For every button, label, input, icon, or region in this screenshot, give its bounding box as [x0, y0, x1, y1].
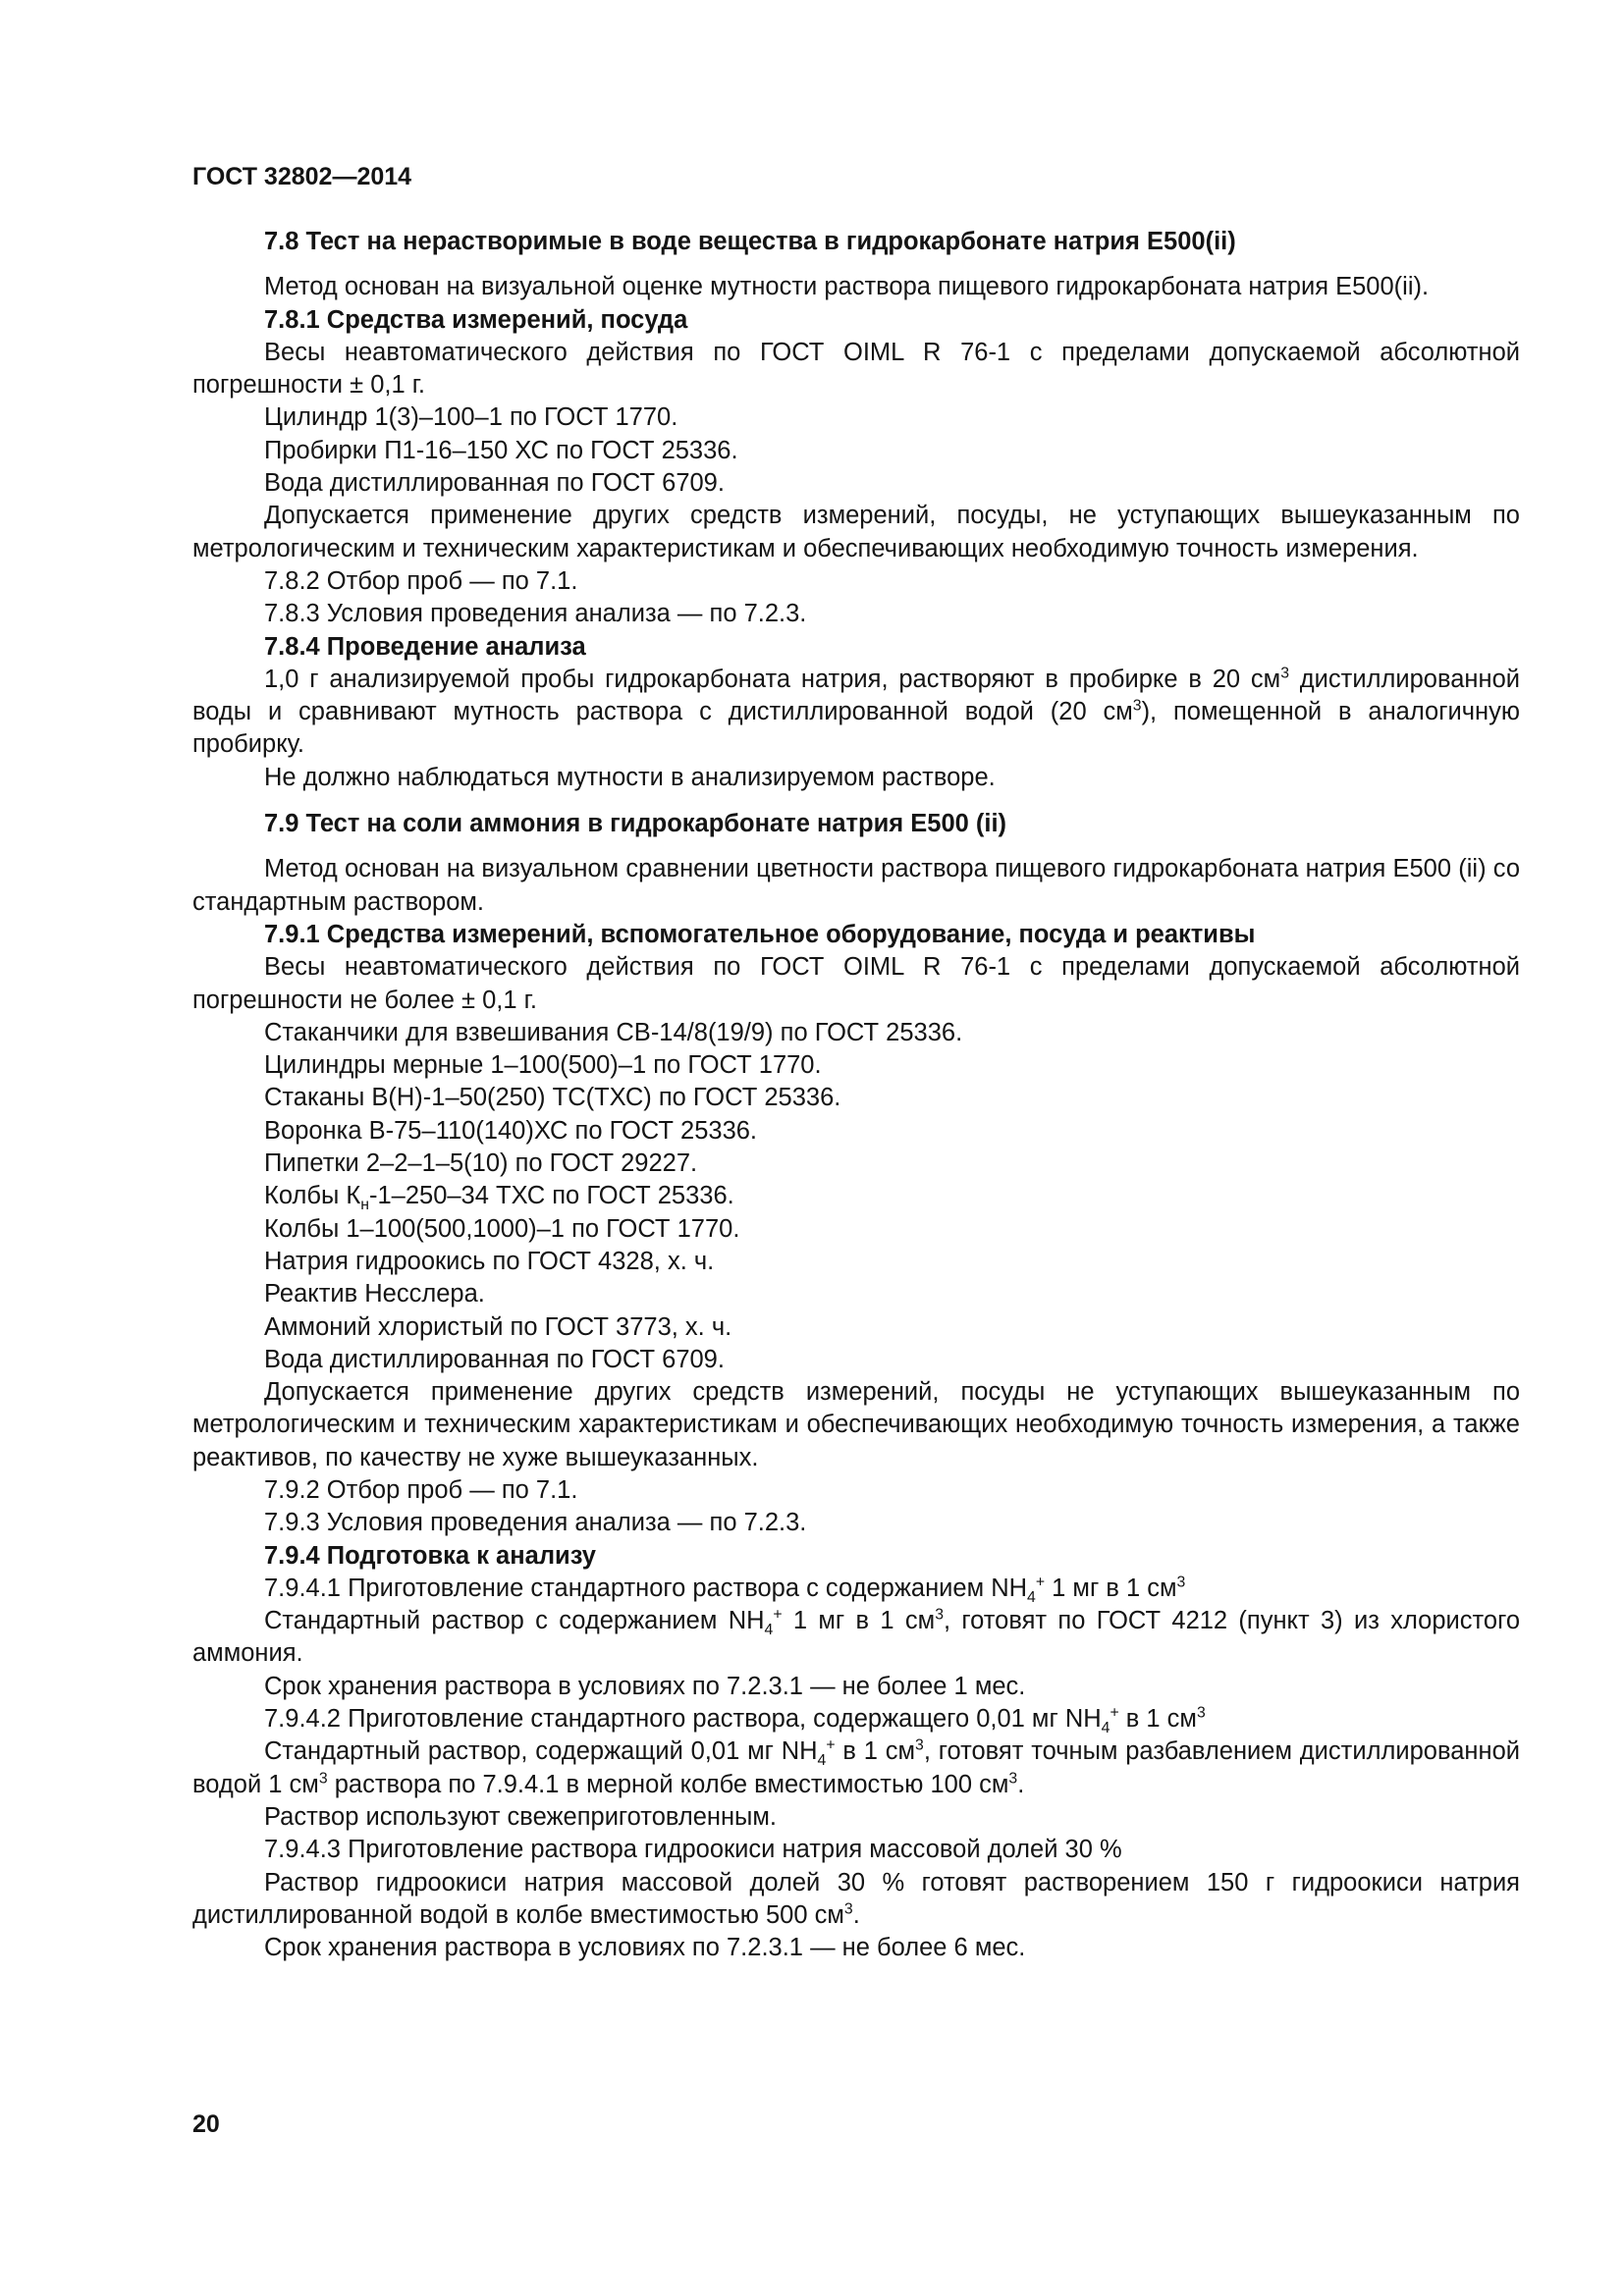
subsection-7-8-2: 7.8.2 Отбор проб — по 7.1.: [264, 566, 578, 595]
standard-solution-2: Стандартный раствор, содержащий 0,01 мг $NH_4^+$ в 1 $см^3$, готовят точным разбавлением дистиллированной водой 1 $см^3$ раствора по 7.9.4.1 в мерной колбе вместимостью 100 $см^3$.: [192, 1736, 1521, 1798]
subsection-7-8-1-heading: 7.8.1 Средства измерений, посуда: [264, 305, 688, 334]
analysis-conclusion: Не должно наблюдаться мутности в анализируемом растворе.: [264, 763, 996, 791]
fresh-solution-note: Раствор используют свежеприготовленным.: [264, 1802, 778, 1831]
analysis-procedure: 1,0 г анализируемой пробы гидрокарбоната натрия, растворяют в пробирке в 20 $см^3$ дистиллированной воды и сравнивают мутность раствора с дистиллированной водой (20 $см^3$), помещенной в аналогичную пробирку.: [192, 665, 1520, 759]
subsection-7-9-4-2: 7.9.4.2 Приготовление стандартного раствора, содержащего 0,01 мг $NH_4^+$ в 1 $см^3$: [264, 1704, 1206, 1737]
equipment-item: Воронка В-75–110(140)ХС по ГОСТ 25336.: [264, 1116, 758, 1145]
subsection-7-8-4-heading: 7.8.4 Проведение анализа: [264, 632, 586, 661]
storage-term-1: Срок хранения раствора в условиях по 7.2.3.1 — не более 1 мес.: [264, 1672, 1026, 1700]
equipment-item: Весы неавтоматического действия по ГОСТ OIML R 76-1 с пределами допускаемой абсолютной погрешности ± 0,1 г.: [192, 338, 1520, 400]
section-7-9-intro: Метод основан на визуальном сравнении цветности раствора пищевого гидрокарбоната натрия Е500 (ii) со стандартным раствором.: [192, 855, 1520, 916]
section-7-8-intro: Метод основан на визуальной оценке мутности раствора пищевого гидрокарбоната натрия Е500(ii).: [264, 273, 1430, 301]
subsection-7-9-4-3: 7.9.4.3 Приготовление раствора гидроокиси натрия массовой долей 30 %: [264, 1836, 1122, 1864]
standard-solution-1: Стандартный раствор с содержанием $NH_4^+$ 1 мг в 1 $см^3$, готовят по ГОСТ 4212 (пункт 3) из хлористого аммония.: [192, 1606, 1521, 1668]
subsection-7-9-4-heading: 7.9.4 Подготовка к анализу: [264, 1541, 596, 1570]
equipment-item: Колбы $К_н-1-250-34$ ТХС по ГОСТ 25336.: [264, 1182, 734, 1214]
subsection-7-9-2: 7.9.2 Отбор проб — по 7.1.: [264, 1475, 578, 1504]
reagent-item: Реактив Несслера.: [264, 1280, 485, 1308]
reagent-item: Натрия гидроокись по ГОСТ 4328, х. ч.: [264, 1247, 715, 1275]
equipment-item: Цилиндр 1(3)–100–1 по ГОСТ 1770.: [264, 403, 678, 432]
subsection-7-9-3: 7.9.3 Условия проведения анализа — по 7.2.3.: [264, 1509, 807, 1537]
section-7-8-title: 7.8 Тест на нерастворимые в воде вещества в гидрокарбонате натрия Е500(ii): [264, 228, 1236, 255]
storage-term-2: Срок хранения раствора в условиях по 7.2.3.1 — не более 6 мес.: [264, 1934, 1026, 1962]
equipment-item: Стаканчики для взвешивания СВ-14/8(19/9) по ГОСТ 25336.: [264, 1018, 963, 1046]
equipment-item: Цилиндры мерные 1–100(500)–1 по ГОСТ 1770.: [264, 1051, 822, 1080]
equipment-item: Пипетки 2–2–1–5(10) по ГОСТ 29227.: [264, 1149, 698, 1178]
subsection-7-8-3: 7.8.3 Условия проведения анализа — по 7.2.3.: [264, 600, 807, 628]
section-7-9-title: 7.9 Тест на соли аммония в гидрокарбонате натрия Е500 (ii): [264, 810, 1007, 838]
equipment-item: Вода дистиллированная по ГОСТ 6709.: [264, 469, 725, 498]
reagent-item: Вода дистиллированная по ГОСТ 6709.: [264, 1345, 725, 1373]
equipment-item: Колбы 1–100(500,1000)–1 по ГОСТ 1770.: [264, 1214, 740, 1243]
document-standard-number: ГОСТ 32802—2014: [192, 163, 412, 190]
equipment-item: Стаканы В(Н)-1–50(250) ТС(ТХС) по ГОСТ 25336.: [264, 1084, 841, 1112]
allowance-paragraph: Допускается применение других средств измерений, посуды, не уступающих вышеуказанным по метрологическим и техническим характеристикам и обеспечивающих необходимую точность измерения.: [192, 502, 1520, 562]
page-number: 20: [192, 2110, 220, 2138]
reagent-item: Аммоний хлористый по ГОСТ 3773, х. ч.: [264, 1312, 732, 1341]
naoh-solution-prep: Раствор гидроокиси натрия массовой долей 30 % готовят растворением 150 г гидроокиси натрия дистиллированной водой в колбе вместимостью 500 $см^3$.: [192, 1868, 1520, 1929]
subsection-7-9-4-1: 7.9.4.1 Приготовление стандартного раствора с содержанием $NH_4^+$ 1 мг в 1 $см^3$: [264, 1574, 1186, 1606]
equipment-item: Пробирки П1-16–150 ХС по ГОСТ 25336.: [264, 436, 738, 464]
subsection-7-9-1-heading: 7.9.1 Средства измерений, вспомогательное оборудование, посуда и реактивы: [264, 920, 1256, 948]
allowance-paragraph: Допускается применение других средств измерений, посуды не уступающих вышеуказанным по метрологическим и техническим характеристикам и обеспечивающих необходимую точность измерения, а также реактивов, по качеству не хуже вышеуказанных.: [192, 1378, 1520, 1471]
document-body: [192, 226, 1520, 1964]
equipment-item: Весы неавтоматического действия по ГОСТ OIML R 76-1 с пределами допускаемой абсолютной погрешности не более ± 0,1 г.: [192, 953, 1520, 1014]
